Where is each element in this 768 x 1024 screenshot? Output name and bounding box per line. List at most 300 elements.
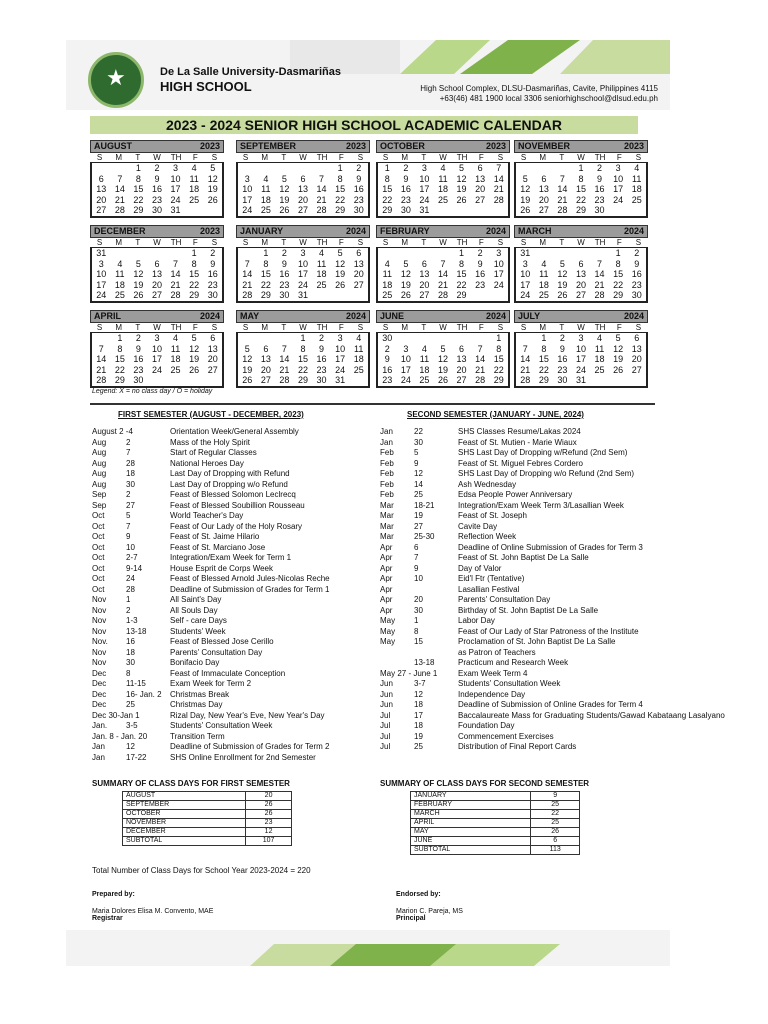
month-year: 2023 bbox=[199, 141, 220, 151]
event-desc: Deadline of Submission of Grades for Term 2 bbox=[170, 742, 330, 751]
event-date: 9 bbox=[414, 563, 419, 573]
event-desc: All Souls Day bbox=[170, 605, 218, 615]
month-header bbox=[376, 310, 510, 323]
event-month: Oct bbox=[92, 574, 105, 583]
event-date: 18 bbox=[126, 647, 135, 657]
event-desc: Foundation Day bbox=[458, 721, 515, 730]
event-month: Nov bbox=[92, 647, 107, 657]
day-cell: 20 bbox=[456, 364, 467, 375]
month-header bbox=[514, 140, 648, 153]
day-cell: 11 bbox=[382, 269, 392, 279]
event-month: Jan. bbox=[92, 721, 108, 730]
day-cell: 12 bbox=[400, 269, 411, 279]
event-month bbox=[380, 658, 414, 669]
weekday-row bbox=[236, 323, 370, 332]
month-header bbox=[236, 140, 370, 153]
month-name: DECEMBER bbox=[94, 226, 146, 236]
day-cell: 18 bbox=[260, 194, 271, 205]
day-cell: 1 bbox=[191, 248, 197, 258]
month-year: 2023 bbox=[485, 141, 506, 151]
day-cell: 19 bbox=[520, 194, 531, 205]
event-row bbox=[92, 585, 330, 596]
day-cell: 12 bbox=[437, 354, 448, 364]
weekday-label: S bbox=[520, 323, 527, 332]
day-cell: 11 bbox=[632, 173, 642, 184]
day-cell: 30 bbox=[594, 205, 605, 215]
event-desc: Edsa People Power Anniversary bbox=[458, 490, 573, 499]
day-cell: 20 bbox=[538, 194, 549, 205]
day-cell bbox=[471, 333, 490, 344]
day-cell: 18 bbox=[114, 279, 125, 290]
day-cell: 23 bbox=[279, 279, 290, 290]
day-cell: 20 bbox=[353, 269, 364, 279]
day-cell: 27 bbox=[96, 205, 107, 215]
summary2-title: SUMMARY OF CLASS DAYS FOR SECOND SEMESTER bbox=[380, 779, 590, 788]
day-cell: 29 bbox=[382, 205, 393, 215]
day-cell: 22 bbox=[133, 194, 144, 205]
weekday-label: TH bbox=[456, 323, 468, 332]
day-cell: 12 bbox=[520, 184, 531, 194]
day-cell: 23 bbox=[557, 364, 568, 375]
event-month: Apr bbox=[380, 574, 393, 583]
month-year: 2023 bbox=[623, 141, 644, 151]
event-desc: Parents' Consultation Day bbox=[170, 647, 263, 657]
summary1-title: SUMMARY OF CLASS DAYS FOR FIRST SEMESTER bbox=[92, 779, 290, 788]
summary-row bbox=[123, 801, 292, 810]
event-desc: World Teacher's Day bbox=[170, 511, 244, 520]
month-name: JULY bbox=[518, 311, 541, 321]
day-cell: 8 bbox=[337, 173, 343, 184]
event-row bbox=[92, 490, 330, 501]
day-cell: 10 bbox=[151, 343, 162, 354]
event-desc: Exam Week for Term 2 bbox=[170, 679, 252, 688]
day-cell: 3 bbox=[522, 258, 528, 269]
month-header bbox=[236, 310, 370, 323]
day-cell bbox=[312, 163, 331, 174]
event-date: 9 bbox=[414, 458, 419, 468]
event-date: 18 bbox=[414, 721, 423, 730]
day-cell: 10 bbox=[400, 354, 411, 364]
event-desc: Day of Valor bbox=[458, 563, 502, 573]
day-grid bbox=[90, 162, 224, 218]
event-desc: Feast of Blessed Arnold Jules-Nicolas Reche bbox=[170, 574, 330, 583]
event-date: 25 bbox=[414, 742, 423, 751]
month-name: NOVEMBER bbox=[518, 141, 571, 151]
day-cell: 10 bbox=[575, 343, 586, 354]
event-desc: Feast of St. Miguel Febres Cordero bbox=[458, 458, 583, 468]
day-cell: 22 bbox=[297, 364, 308, 375]
event-month: Jan bbox=[92, 752, 105, 762]
weekday-label: M bbox=[261, 238, 269, 247]
day-cell: 30 bbox=[557, 375, 568, 385]
event-month: May bbox=[380, 626, 396, 636]
day-cell: 6 bbox=[210, 333, 216, 343]
weekday-label: T bbox=[559, 323, 565, 332]
summary-month: NOVEMBER bbox=[123, 819, 246, 828]
day-cell: 9 bbox=[477, 258, 483, 269]
day-cell bbox=[312, 290, 331, 301]
day-grid bbox=[90, 332, 224, 388]
event-desc: Feast of Blessed Soubillion Rousseau bbox=[170, 500, 305, 510]
summary2-table bbox=[410, 791, 580, 855]
day-cell: 20 bbox=[575, 279, 586, 290]
event-desc: Feast of Immaculate Conception bbox=[170, 668, 286, 678]
day-cell: 18 bbox=[316, 269, 327, 279]
event-desc: Last Day of Dropping with Refund bbox=[170, 469, 290, 478]
day-cell bbox=[609, 205, 628, 216]
event-row bbox=[92, 595, 330, 606]
event-month: Dec 30-Jan 1 bbox=[92, 710, 140, 720]
weekday-label: F bbox=[478, 323, 484, 332]
month-header bbox=[376, 225, 510, 238]
weekday-row bbox=[236, 153, 370, 162]
day-cell: 7 bbox=[522, 343, 528, 354]
day-cell: 16 bbox=[475, 269, 486, 279]
day-cell: 6 bbox=[300, 173, 306, 184]
day-cell: 26 bbox=[437, 375, 448, 385]
summary-row bbox=[123, 828, 292, 837]
event-month: Sep bbox=[92, 500, 107, 510]
day-cell: 9 bbox=[135, 343, 141, 354]
day-cell: 30 bbox=[316, 375, 327, 385]
summary-days: 6 bbox=[531, 837, 580, 846]
event-row bbox=[380, 501, 725, 512]
day-cell: 11 bbox=[438, 173, 448, 184]
event-row bbox=[92, 448, 330, 459]
day-cell: 15 bbox=[133, 184, 144, 194]
day-cell: 14 bbox=[437, 269, 448, 279]
day-cell: 7 bbox=[244, 258, 250, 269]
day-cell: 11 bbox=[316, 258, 327, 269]
summary1-table bbox=[122, 791, 292, 846]
day-cell: 15 bbox=[297, 354, 308, 364]
month-october bbox=[376, 140, 510, 218]
day-cell: 2 bbox=[403, 163, 409, 173]
day-cell: 23 bbox=[207, 279, 218, 290]
month-year: 2024 bbox=[623, 226, 644, 236]
day-cell: 5 bbox=[440, 343, 446, 354]
day-cell: 27 bbox=[297, 205, 308, 215]
event-desc: SHS Online Enrollment for 2nd Semester bbox=[170, 752, 316, 762]
summary-month: AUGUST bbox=[123, 792, 246, 801]
event-date: 10 bbox=[126, 542, 135, 552]
day-cell: 3 bbox=[300, 248, 306, 258]
day-cell bbox=[185, 375, 204, 386]
day-cell bbox=[590, 248, 609, 259]
day-cell: 11 bbox=[115, 269, 125, 279]
day-cell: 20 bbox=[631, 354, 642, 364]
day-cell: 31 bbox=[170, 205, 181, 215]
weekday-label: M bbox=[539, 153, 547, 162]
summary-row bbox=[411, 837, 580, 846]
day-cell bbox=[378, 248, 397, 259]
day-cell: 13 bbox=[207, 343, 218, 354]
day-cell: 8 bbox=[135, 173, 141, 184]
day-cell: 27 bbox=[631, 364, 642, 375]
event-date: 22 bbox=[414, 427, 423, 436]
event-row bbox=[380, 469, 725, 480]
day-cell: 6 bbox=[356, 248, 362, 258]
day-cell: 14 bbox=[96, 354, 107, 364]
day-cell: 13 bbox=[575, 269, 586, 279]
day-cell: 6 bbox=[634, 333, 640, 343]
event-date: 17 bbox=[414, 710, 423, 720]
day-cell: 21 bbox=[316, 194, 327, 205]
day-cell: 18 bbox=[538, 279, 549, 290]
day-cell: 29 bbox=[133, 205, 144, 215]
weekday-label: T bbox=[421, 323, 427, 332]
day-cell: 8 bbox=[541, 343, 547, 354]
day-cell: 15 bbox=[613, 269, 624, 279]
summary-days: 113 bbox=[531, 846, 580, 855]
day-cell: 14 bbox=[114, 184, 125, 194]
day-cell: 29 bbox=[260, 290, 271, 300]
month-december bbox=[90, 225, 224, 303]
event-date: 5 bbox=[126, 511, 131, 520]
day-cell: 13 bbox=[260, 354, 271, 364]
summary-month: SEPTEMBER bbox=[123, 801, 246, 810]
summary-row bbox=[411, 828, 580, 837]
day-cell: 9 bbox=[634, 258, 640, 269]
event-row bbox=[380, 564, 725, 575]
day-cell: 9 bbox=[281, 258, 287, 269]
day-cell: 20 bbox=[151, 279, 162, 290]
day-cell: 3 bbox=[154, 333, 160, 343]
day-cell: 17 bbox=[520, 279, 531, 290]
summary-days: 22 bbox=[531, 810, 580, 819]
weekday-label: TH bbox=[594, 153, 606, 162]
weekday-label: TH bbox=[170, 238, 182, 247]
day-cell: 31 bbox=[297, 290, 308, 300]
weekday-label: F bbox=[338, 153, 344, 162]
day-cell: 17 bbox=[400, 364, 411, 375]
day-cell: 8 bbox=[263, 258, 269, 269]
day-cell: 4 bbox=[191, 163, 197, 173]
event-desc: Students' Consultation Week bbox=[458, 679, 561, 688]
event-date: 3-7 bbox=[414, 679, 426, 688]
weekday-label: F bbox=[338, 238, 344, 247]
event-month: Oct bbox=[92, 532, 105, 541]
event-desc: Deadline of Online Submission of Grades for Term 3 bbox=[458, 542, 643, 552]
event-date: 2 bbox=[126, 490, 131, 499]
event-month: Oct bbox=[92, 511, 105, 520]
event-date: 18 bbox=[126, 469, 135, 478]
divider bbox=[90, 403, 655, 405]
weekday-label: T bbox=[559, 153, 565, 162]
event-date: 1-3 bbox=[126, 616, 138, 625]
weekday-label: S bbox=[96, 238, 103, 247]
day-cell bbox=[148, 248, 167, 259]
event-month: Jan bbox=[380, 427, 393, 436]
event-desc: Feast of St. Joseph bbox=[458, 511, 527, 520]
event-desc: House Esprit de Corps Week bbox=[170, 563, 274, 573]
event-month: Sep bbox=[92, 490, 107, 499]
event-month: Mar bbox=[380, 500, 394, 510]
day-cell: 31 bbox=[335, 375, 346, 385]
weekday-label: TH bbox=[170, 323, 182, 332]
event-row bbox=[380, 732, 725, 743]
summary-days: 26 bbox=[246, 801, 292, 810]
day-cell: 22 bbox=[114, 364, 125, 375]
day-cell: 1 bbox=[117, 333, 123, 343]
event-desc: Deadline of Submission of Grades for Term 1 bbox=[170, 584, 330, 594]
weekday-label: S bbox=[211, 323, 218, 332]
summary-month: OCTOBER bbox=[123, 810, 246, 819]
day-cell: 20 bbox=[297, 194, 308, 205]
day-cell: 28 bbox=[96, 375, 107, 385]
day-cell: 21 bbox=[475, 364, 486, 375]
day-cell: 25 bbox=[260, 205, 271, 215]
first-sem-events bbox=[92, 427, 330, 763]
day-cell: 2 bbox=[356, 163, 362, 173]
day-cell: 5 bbox=[210, 163, 216, 173]
day-cell: 21 bbox=[242, 279, 253, 290]
weekday-label: W bbox=[577, 238, 585, 247]
event-month: Jul bbox=[380, 731, 391, 741]
weekday-label: S bbox=[357, 153, 364, 162]
weekday-row bbox=[236, 238, 370, 247]
summary-month: MARCH bbox=[411, 810, 531, 819]
event-month: Mar bbox=[380, 511, 394, 520]
day-cell: 6 bbox=[154, 258, 160, 269]
day-cell: 8 bbox=[384, 173, 390, 184]
day-cell: 30 bbox=[151, 205, 162, 215]
weekday-label: S bbox=[635, 153, 642, 162]
event-desc: Ash Wednesday bbox=[458, 479, 517, 489]
day-cell: 19 bbox=[437, 364, 448, 375]
day-cell bbox=[148, 375, 167, 386]
university-name: De La Salle University-Dasmariñas bbox=[160, 66, 341, 78]
weekday-label: F bbox=[478, 153, 484, 162]
day-cell: 3 bbox=[403, 343, 409, 354]
weekday-label: T bbox=[281, 238, 287, 247]
day-cell: 31 bbox=[520, 248, 531, 258]
day-cell: 2 bbox=[384, 343, 390, 354]
event-desc: All Saint's Day bbox=[170, 595, 222, 604]
event-month: Nov bbox=[92, 595, 107, 604]
day-cell bbox=[331, 290, 350, 301]
event-date: 18 bbox=[414, 700, 423, 709]
day-cell: 14 bbox=[594, 269, 605, 279]
day-grid bbox=[90, 247, 224, 303]
event-desc: Feast of Blessed Jose Cerillo bbox=[170, 637, 274, 646]
event-month: Jan bbox=[92, 742, 105, 751]
day-cell: 15 bbox=[335, 184, 346, 194]
event-date: 30 bbox=[126, 658, 135, 667]
day-grid bbox=[376, 332, 510, 388]
month-header bbox=[90, 225, 224, 238]
summary-days: 20 bbox=[246, 792, 292, 801]
day-cell: 12 bbox=[613, 343, 624, 354]
day-cell bbox=[516, 163, 535, 174]
event-desc: Integration/Exam Week for Term 1 bbox=[170, 553, 292, 562]
day-cell: 4 bbox=[421, 343, 427, 354]
day-cell: 6 bbox=[459, 343, 465, 354]
day-cell: 27 bbox=[151, 290, 162, 300]
weekday-label: T bbox=[135, 153, 141, 162]
day-cell: 17 bbox=[613, 184, 624, 194]
month-name: OCTOBER bbox=[380, 141, 425, 151]
weekday-label: M bbox=[115, 323, 123, 332]
day-cell: 24 bbox=[297, 279, 308, 290]
endorsed-role: Principal bbox=[396, 915, 426, 922]
event-date: 8 bbox=[414, 626, 419, 636]
day-cell: 7 bbox=[477, 343, 483, 354]
day-cell: 25 bbox=[538, 290, 549, 300]
event-date: 25 bbox=[414, 490, 423, 499]
day-cell: 23 bbox=[594, 194, 605, 205]
day-cell: 18 bbox=[382, 279, 393, 290]
star-icon: ★ bbox=[106, 65, 126, 90]
event-desc: SHS Last Day of Dropping w/Refund (2nd Sem) bbox=[458, 448, 628, 457]
event-date: 28 bbox=[126, 458, 135, 468]
event-month: Apr bbox=[380, 542, 393, 552]
weekday-label: W bbox=[153, 238, 161, 247]
event-desc: Rizal Day, New Year's Eve, New Year's Day bbox=[170, 710, 325, 720]
event-desc: Integration/Exam Week Term 3/Lasallian Week bbox=[458, 500, 624, 510]
weekday-label: S bbox=[242, 238, 249, 247]
event-month: Jan. 8 - Jan. 20 bbox=[92, 731, 148, 741]
weekday-row bbox=[514, 323, 648, 332]
day-cell: 8 bbox=[615, 258, 621, 269]
day-cell bbox=[434, 333, 453, 344]
weekday-label: M bbox=[115, 153, 123, 162]
event-desc: Cavite Day bbox=[458, 521, 498, 531]
event-row bbox=[380, 690, 725, 701]
prepared-name: Maria Dolores Elisa M. Convento, MAE bbox=[92, 908, 214, 915]
event-desc: SHS Classes Resume/Lakas 2024 bbox=[458, 427, 581, 436]
day-cell: 30 bbox=[382, 333, 393, 343]
month-year: 2023 bbox=[199, 226, 220, 236]
day-cell: 24 bbox=[520, 290, 531, 300]
day-cell bbox=[553, 248, 572, 259]
event-month: Dec bbox=[92, 679, 107, 688]
event-row bbox=[380, 711, 725, 722]
day-cell bbox=[92, 333, 111, 344]
event-desc: Feast of Blessed Solomon Leclrecq bbox=[170, 490, 296, 499]
day-cell: 28 bbox=[316, 205, 327, 215]
day-cell: 17 bbox=[297, 269, 308, 279]
day-cell: 17 bbox=[242, 194, 253, 205]
day-cell: 11 bbox=[354, 343, 364, 354]
weekday-label: T bbox=[421, 153, 427, 162]
day-cell: 21 bbox=[557, 194, 568, 205]
day-cell: 26 bbox=[133, 290, 144, 300]
day-cell: 19 bbox=[557, 279, 568, 290]
first-sem-title: FIRST SEMESTER (AUGUST - DECEMBER, 2023) bbox=[118, 410, 304, 419]
month-april bbox=[90, 310, 224, 388]
day-cell: 4 bbox=[263, 173, 269, 184]
day-cell: 11 bbox=[419, 354, 430, 364]
weekday-label: T bbox=[281, 323, 287, 332]
weekday-label: W bbox=[577, 153, 585, 162]
weekday-label: S bbox=[382, 323, 389, 332]
month-name: FEBRUARY bbox=[380, 226, 430, 236]
event-row bbox=[380, 669, 725, 680]
weekday-label: S bbox=[497, 238, 504, 247]
day-cell: 18 bbox=[419, 364, 430, 375]
event-desc: Feast of St. John Baptist De La Salle bbox=[458, 553, 589, 562]
day-cell: 18 bbox=[189, 184, 200, 194]
second-sem-title: SECOND SEMESTER (JANUARY - JUNE, 2024) bbox=[407, 410, 584, 419]
event-row bbox=[380, 532, 725, 543]
day-cell: 17 bbox=[151, 354, 162, 364]
day-grid bbox=[236, 247, 370, 303]
day-cell: 7 bbox=[117, 173, 123, 184]
event-row bbox=[92, 606, 330, 617]
day-cell: 26 bbox=[456, 194, 467, 205]
day-cell: 14 bbox=[557, 184, 568, 194]
